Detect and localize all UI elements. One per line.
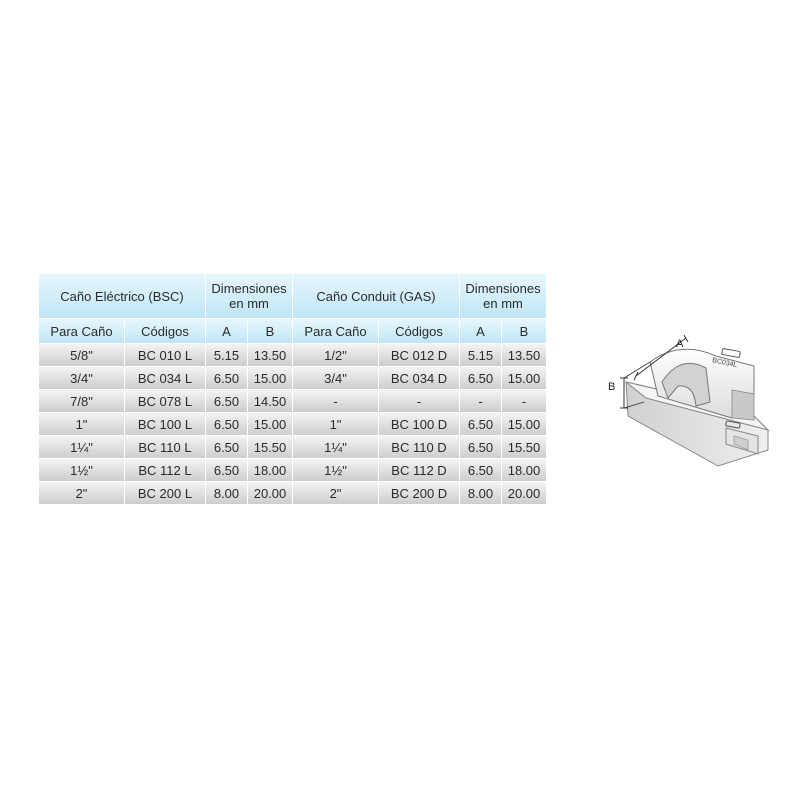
table-cell: BC 112 L: [125, 459, 205, 481]
column-header: Para Caño: [293, 319, 378, 343]
table-cell: 6.50: [460, 459, 501, 481]
table-cell: -: [460, 390, 501, 412]
column-header: Códigos: [379, 319, 459, 343]
table-cell: 1/2": [293, 344, 378, 366]
table-cell: 8.00: [460, 482, 501, 504]
dimension-label-a: A: [676, 338, 684, 350]
table-cell: BC 078 L: [125, 390, 205, 412]
table-cell: 1": [39, 413, 124, 435]
table-cell: BC 112 D: [379, 459, 459, 481]
table-cell: BC 012 D: [379, 344, 459, 366]
table-row: [39, 482, 546, 504]
table-cell: BC 110 L: [125, 436, 205, 458]
table-cell: 6.50: [206, 413, 247, 435]
table-cell: 13.50: [248, 344, 292, 366]
table-cell: 18.00: [248, 459, 292, 481]
table-cell: 6.50: [206, 459, 247, 481]
table-cell: 5.15: [460, 344, 501, 366]
table-cell: 2": [293, 482, 378, 504]
table-cell: 13.50: [502, 344, 546, 366]
table-cell: -: [379, 390, 459, 412]
column-header: B: [248, 319, 292, 343]
table-row: [39, 436, 546, 458]
table-cell: 18.00: [502, 459, 546, 481]
conduit-clamp-illustration: [598, 332, 776, 470]
table-cell: 6.50: [460, 413, 501, 435]
dimension-label-b: B: [608, 381, 616, 393]
section-title-dimensions-right: Dimensiones en mm: [460, 274, 546, 318]
table-row: [39, 459, 546, 481]
table-cell: 20.00: [502, 482, 546, 504]
table-cell: 15.00: [502, 367, 546, 389]
table-cell: 3/4": [293, 367, 378, 389]
column-header: A: [460, 319, 501, 343]
table-cell: 6.50: [460, 436, 501, 458]
table-cell: 20.00: [248, 482, 292, 504]
table-cell: 1": [293, 413, 378, 435]
spec-table: [38, 273, 547, 505]
table-cell: BC 034 D: [379, 367, 459, 389]
table-cell: 7/8": [39, 390, 124, 412]
table-cell: 6.50: [206, 390, 247, 412]
table-cell: 1¼": [39, 436, 124, 458]
table-cell: 14.50: [248, 390, 292, 412]
table-cell: BC 100 D: [379, 413, 459, 435]
column-header: Códigos: [125, 319, 205, 343]
column-header-row: [39, 319, 546, 343]
table-cell: 8.00: [206, 482, 247, 504]
table-cell: 2": [39, 482, 124, 504]
table-cell: 6.50: [206, 367, 247, 389]
table-cell: -: [293, 390, 378, 412]
table-row: [39, 413, 546, 435]
table-cell: 6.50: [460, 367, 501, 389]
table-cell: 15.00: [248, 413, 292, 435]
table-cell: 1½": [293, 459, 378, 481]
table-cell: BC 200 D: [379, 482, 459, 504]
table-cell: 1¼": [293, 436, 378, 458]
section-header-row: [39, 274, 546, 318]
table-cell: BC 110 D: [379, 436, 459, 458]
table-cell: 5/8": [39, 344, 124, 366]
table-cell: 6.50: [206, 436, 247, 458]
column-header: Para Caño: [39, 319, 124, 343]
table-row: [39, 367, 546, 389]
section-title-dimensions-left: Dimensiones en mm: [206, 274, 292, 318]
svg-text:BC034L: BC034L: [711, 357, 738, 370]
section-title-conduit: Caño Conduit (GAS): [293, 274, 459, 318]
table-cell: BC 010 L: [125, 344, 205, 366]
table-cell: 15.50: [502, 436, 546, 458]
table-cell: 15.50: [248, 436, 292, 458]
table-cell: BC 034 L: [125, 367, 205, 389]
section-title-electric: Caño Eléctrico (BSC): [39, 274, 205, 318]
table-body: [39, 344, 546, 504]
table-cell: 1½": [39, 459, 124, 481]
table-cell: 15.00: [502, 413, 546, 435]
table-cell: 15.00: [248, 367, 292, 389]
table-cell: 3/4": [39, 367, 124, 389]
column-header: A: [206, 319, 247, 343]
table-row: [39, 390, 546, 412]
table-cell: 5.15: [206, 344, 247, 366]
column-header: B: [502, 319, 546, 343]
table-cell: BC 100 L: [125, 413, 205, 435]
table-cell: -: [502, 390, 546, 412]
table-cell: BC 200 L: [125, 482, 205, 504]
table-row: [39, 344, 546, 366]
